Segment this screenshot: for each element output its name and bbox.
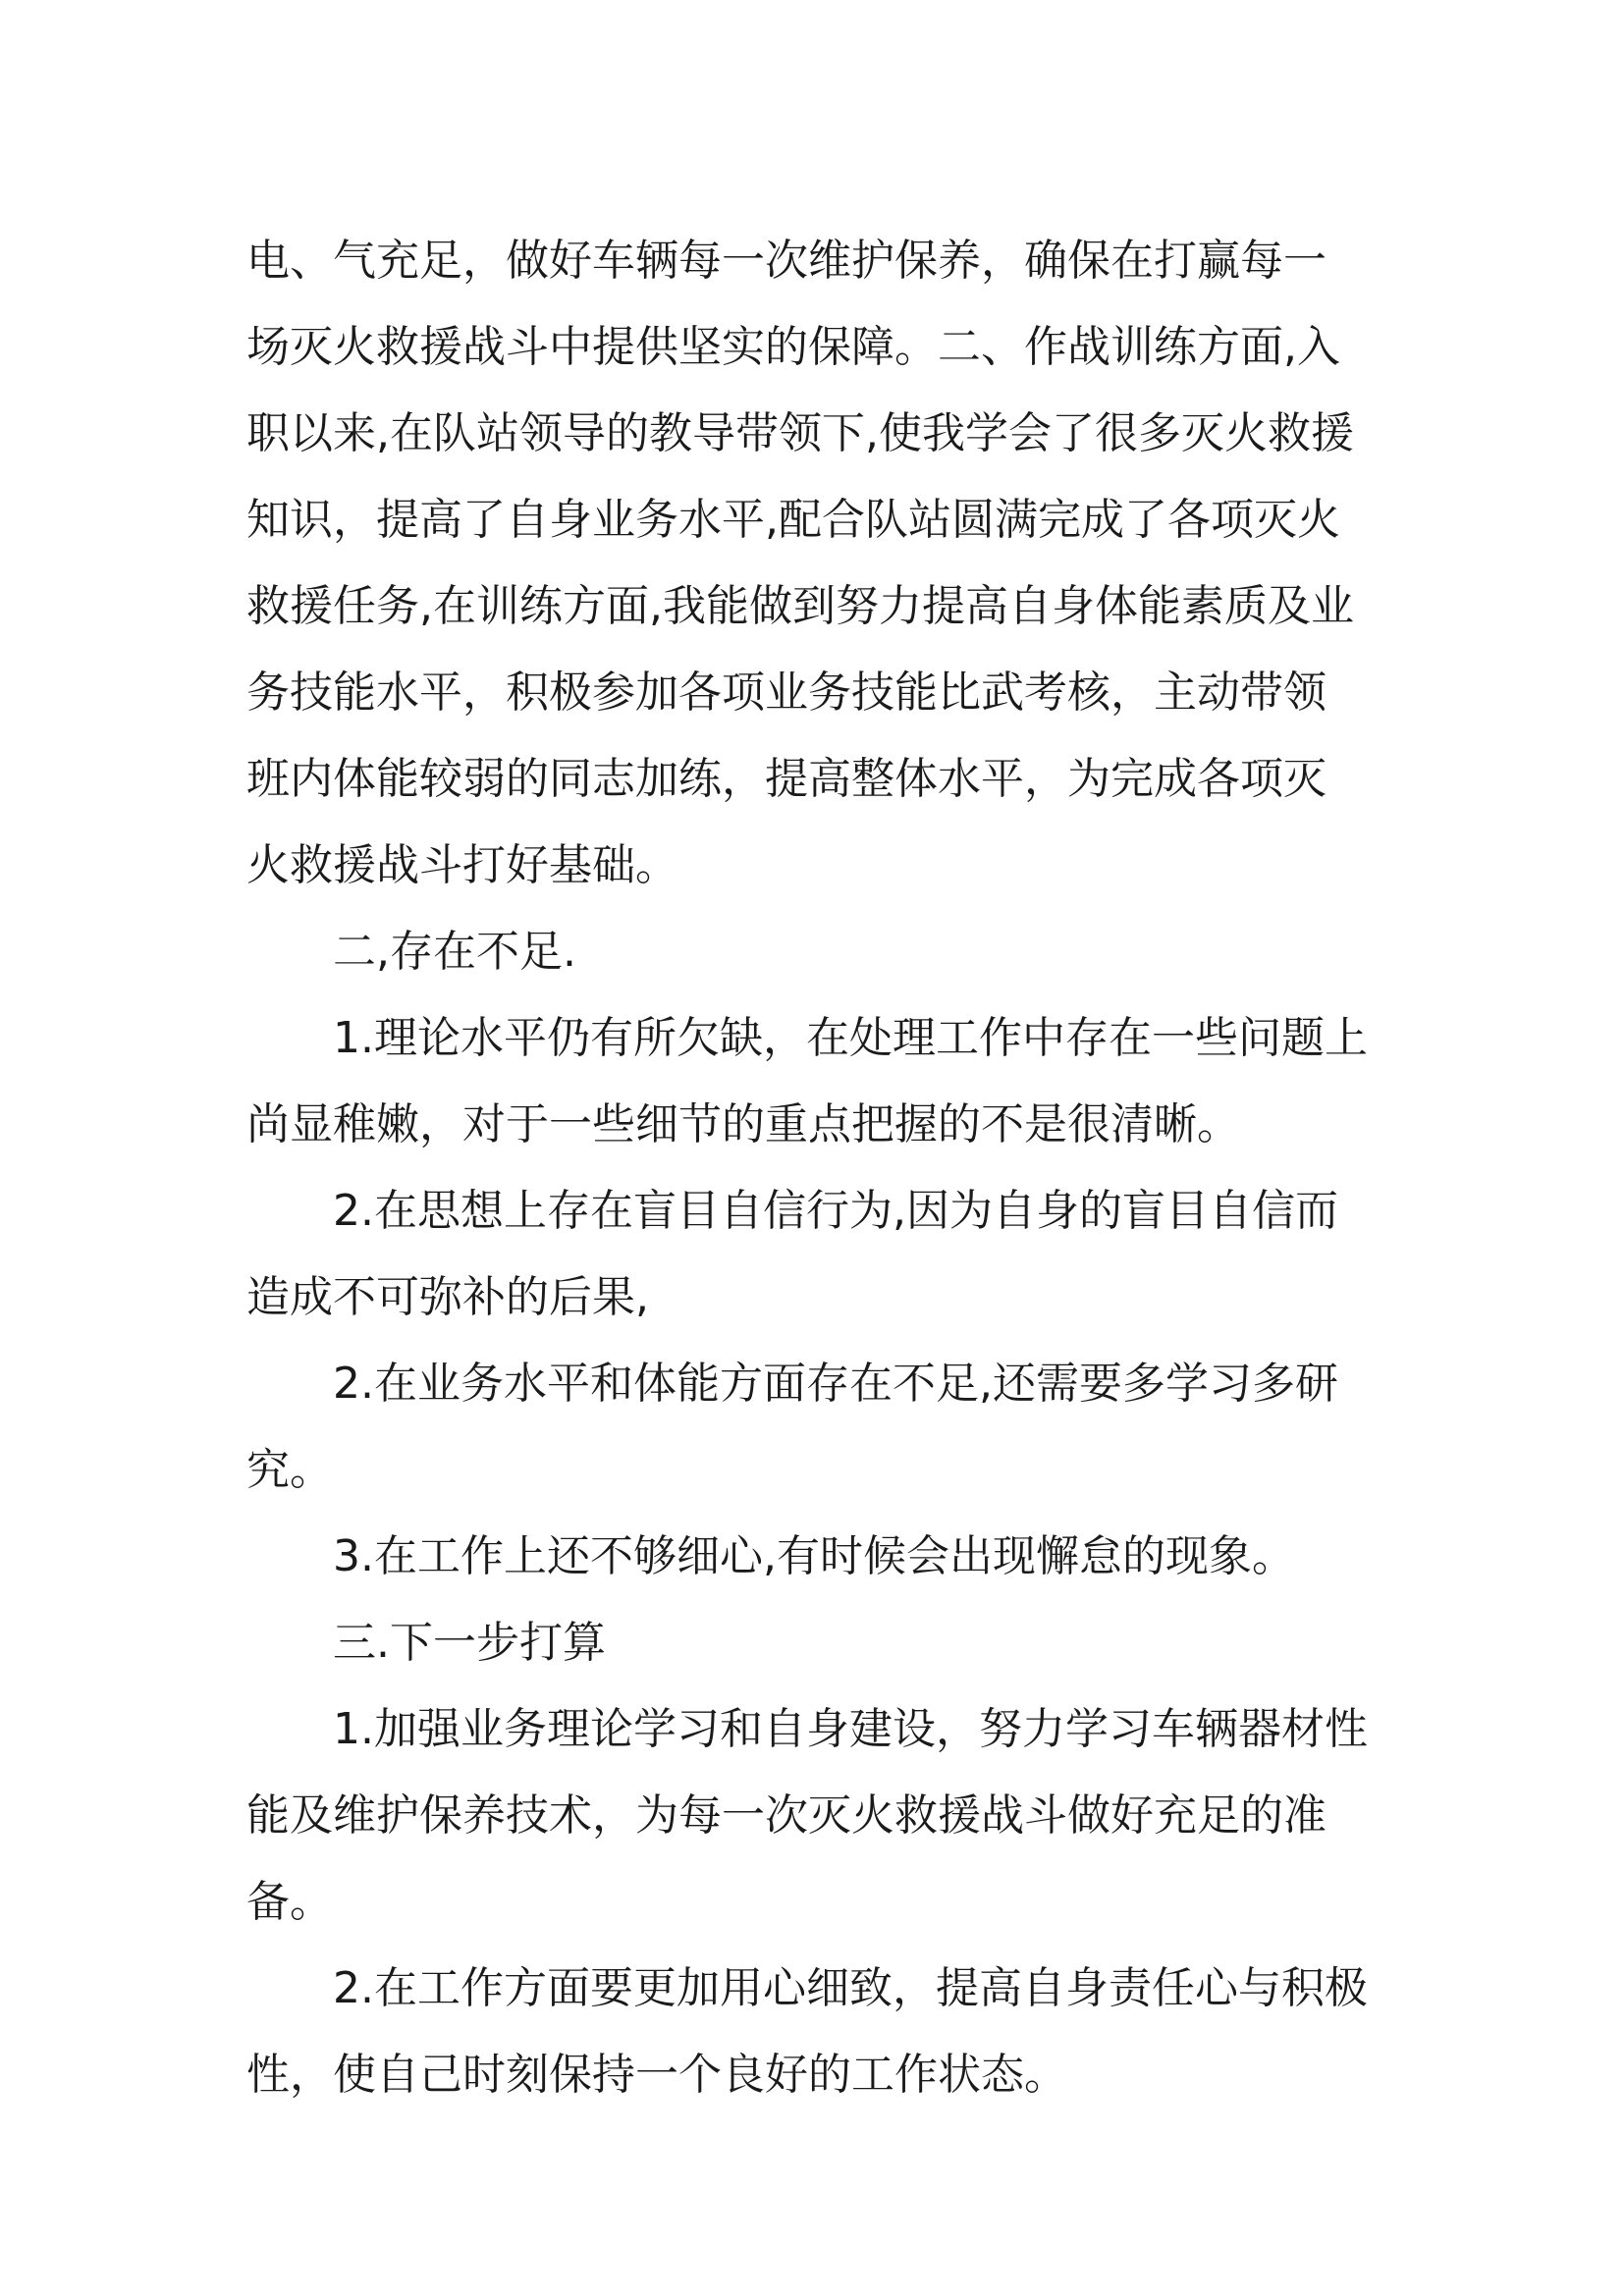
- text-line: 班内体能较弱的同志加练，提高整体水平，为完成各项灭: [246, 754, 1326, 804]
- text-line: 1.加强业务理论学习和自身建设，努力学习车辆器材性: [333, 1704, 1368, 1754]
- text-line: 3.在工作上还不够细心,有时候会出现懈怠的现象。: [333, 1531, 1295, 1581]
- text-line: 知识，提高了自身业务水平,配合队站圆满完成了各项灭火: [246, 495, 1340, 545]
- text-line: 1.理论水平仍有所欠缺，在处理工作中存在一些问题上: [333, 1013, 1368, 1063]
- text-line: 职以来,在队站领导的教导带领下,使我学会了很多灭火救援: [246, 408, 1354, 458]
- text-line: 2.在工作方面要更加用心细致，提高自身责任心与积极: [333, 1963, 1368, 2013]
- text-line: 救援任务,在训练方面,我能做到努力提高自身体能素质及业: [246, 581, 1354, 631]
- text-line: 能及维护保养技术，为每一次灭火救援战斗做好充足的准: [246, 1790, 1326, 1841]
- section-heading: 二,存在不足.: [333, 927, 576, 977]
- text-line: 性，使自己时刻保持一个良好的工作状态。: [246, 2050, 1067, 2100]
- text-line: 电、气充足，做好车辆每一次维护保养，确保在打赢每一: [246, 236, 1326, 286]
- text-line: 造成不可弥补的后果,: [246, 1272, 649, 1322]
- text-line: 务技能水平，积极参加各项业务技能比武考核，主动带领: [246, 667, 1326, 718]
- text-line: 究。: [246, 1445, 333, 1495]
- document-body: [246, 218, 1405, 2118]
- text-line: 2.在业务水平和体能方面存在不足,还需要多学习多研: [333, 1359, 1338, 1409]
- text-line: 尚显稚嫩，对于一些细节的重点把握的不是很清晰。: [246, 1099, 1240, 1149]
- text-line: 备。: [246, 1877, 333, 1927]
- text-line: 场灭火救援战斗中提供坚实的保障。二、作战训练方面,入: [246, 322, 1340, 372]
- section-heading: 三.下一步打算: [333, 1618, 606, 1668]
- text-line: 2.在思想上存在盲目自信行为,因为自身的盲目自信而: [333, 1186, 1338, 1236]
- text-line: 火救援战斗打好基础。: [246, 840, 678, 890]
